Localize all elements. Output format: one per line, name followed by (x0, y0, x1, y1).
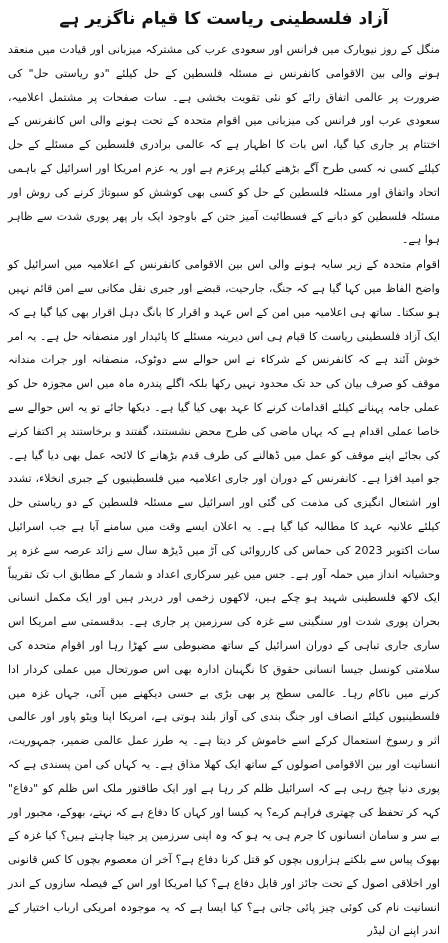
article-headline: آزاد فلسطینی ریاست کا قیام ناگزیر ہے (59, 9, 389, 29)
article-paragraph-1: منگل کے روز نیویارک میں فرانس اور سعودی عرب کی مشترکہ میزبانی اور قیادت میں منعقد ہونے والی بین الاقوامی کانفرنس نے مسئلہ فلسطین کے حل کیلئے "دو ریاستی حل" کی ضرورت پر عالمی اتفاق رائے کو نئی تقویت بخشی ہے۔ سات صفحات پر مشتمل اعلامیہ، سعودی عرب اور فرانس کی میزبانی میں اقوام متحدہ کے تحت ہونے والی اس کانفرنس کے اختتام پر جاری کیا گیا، اس بات کا اظہار ہے کہ عالمی برادری فلسطین کے مسئلے کے حل کیلئے کسی نہ کسی طرح آگے بڑھنے کیلئے پرعزم ہے اور یہ عزم امریکا اور اسرائیل کے باہمی اتحاد واتفاق اور مسئلہ فلسطین کے حل کو کسی بھی کوشش کو سبوتاژ کرنے کی روش اور مسئلہ فلسطین کو دبانے کے فسطائیت آمیز جتن کے باوجود ایک بار پھر پوری شدت سے ظاہر ہوا ہے۔ (8, 43, 440, 247)
article-body (8, 38, 440, 938)
article-paragraph-2: اقوام متحدہ کے زیر سایہ ہونے والی اس بین الاقوامی کانفرنس کے اعلامیہ میں اسرائیل کو واضح الفاظ میں کہا گیا ہے کہ جنگ، جارحیت، قبضے اور جبری نقل مکانی سے امن قائم نہیں ہو سکتا۔ ساتھ ہی اعلامیہ میں امن کے اس عہد و اقرار کا بانگ دہل اقرار بھی کیا گیا ہے کہ ایک آزاد فلسطینی ریاست کا قیام ہی اس دیرینہ مسئلے کا پائیدار اور منصفانہ حل ہے۔ یہ امر خوش آئند ہے کہ کانفرنس کے شرکاء نے اس حوالے سے دوٹوک، منصفانہ اور جرات مندانہ موقف کو صرف بیان کی حد تک محدود نہیں رکھا بلکہ اگلے پندرہ ماہ میں اس مجوزہ حل کو عملی جامہ پہنانے کیلئے اقدامات کرنے کا عہد بھی کیا گیا ہے۔ دیکھا جائے تو یہ اس حوالے سے خاصا عملی اقدام ہے کہ یہاں ماضی کی طرح محض نشستند، گفتند و برخاستند پر اکتفا کرنے کی بجائے اپنے موقف کو عمل میں ڈھالنے کی طرف قدم بڑھانے کا لائحہ عمل بھی دیا گیا ہے۔ جو امید افزا ہے۔ کانفرنس کے دوران اور جاری اعلامیہ میں فلسطینیوں کے جبری انخلاء، تشدد اور اشتعال انگیزی کی مذمت کی گئی اور اسرائیل سے مسئلہ فلسطین کے دو ریاستی حل کیلئے علانیہ عہد کا مطالبہ کیا گیا ہے۔ یہ اعلان ایسے وقت میں سامنے آیا ہے جب اسرائیل سات اکتوبر 2023 کی حماس کی کارروائی کی آڑ میں ڈیڑھ سال سے زائد عرصہ سے غزہ پر وحشیانہ انداز میں حملہ آور ہے۔ جس میں غیر سرکاری اعداد و شمار کے مطابق اب تک تقریباً ایک لاکھ فلسطینی شہید ہو چکے ہیں، لاکھوں زخمی اور دربدر ہیں اور ایک مکمل انسانی بحران پوری شدت اور سنگینی سے غزہ کی سرزمین پر جاری ہے۔ بدقسمتی سے امریکا اس ساری جاری تباہی کے دوران اسرائیل کے ساتھ مضبوطی سے کھڑا رہا اور اقوام متحدہ کی سلامتی کونسل جیسا انسانی حقوق کا نگہبان ادارہ بھی اس صورتحال میں عملی کردار ادا کرنے میں ناکام رہا۔ عالمی سطح پر بھی بڑی بے حسی دیکھنے میں آئی، جہاں غزہ میں فلسطینیوں کیلئے انصاف اور جنگ بندی کی آواز بلند ہوتی ہے، امریکا اپنا ویٹو پاور اور عالمی اثر و رسوخ استعمال کرکے اسے خاموش کر دیتا ہے۔ یہ طرز عمل عالمی ضمیر، جمہوریت، انسانیت اور بین الاقوامی اصولوں کے ساتھ ایک کھلا مذاق ہے۔ یہ کہاں کی امن پسندی ہے کہ پوری دنیا چیخ رہی ہے کہ اسرائیل ظلم کر رہا ہے اور ایک طاقتور ملک اس ظلم کو "دفاع" کہہ کر تحفظ کی چھتری فراہم کرے؟ یہ کیسا اور کہاں کا دفاع ہے کہ نہتے، بھوکے، مجبور اور بے سر و سامان انسانوں کا جرم ہی یہ ہو کہ وہ اپنی سرزمین پر جینا چاہتے ہیں؟ کیا غزہ کے بھوک پیاس سے بلکتے ہزاروں بچوں کو قتل کرنا دفاع ہے؟ آخر ان معصوم بچوں کا کس قانونی اور اخلاقی اصول کے تحت جائز اور قابل دفاع ہے؟ کیا امریکا اور اس کے فیصلہ سازوں کے اندر انسانیت نام کی کوئی چیز پائی جاتی ہے؟ کیا ایسا ہے کہ یہ موجودہ امریکی ارباب اختیار کے اندر اپنے ان لیڈر (8, 258, 440, 938)
